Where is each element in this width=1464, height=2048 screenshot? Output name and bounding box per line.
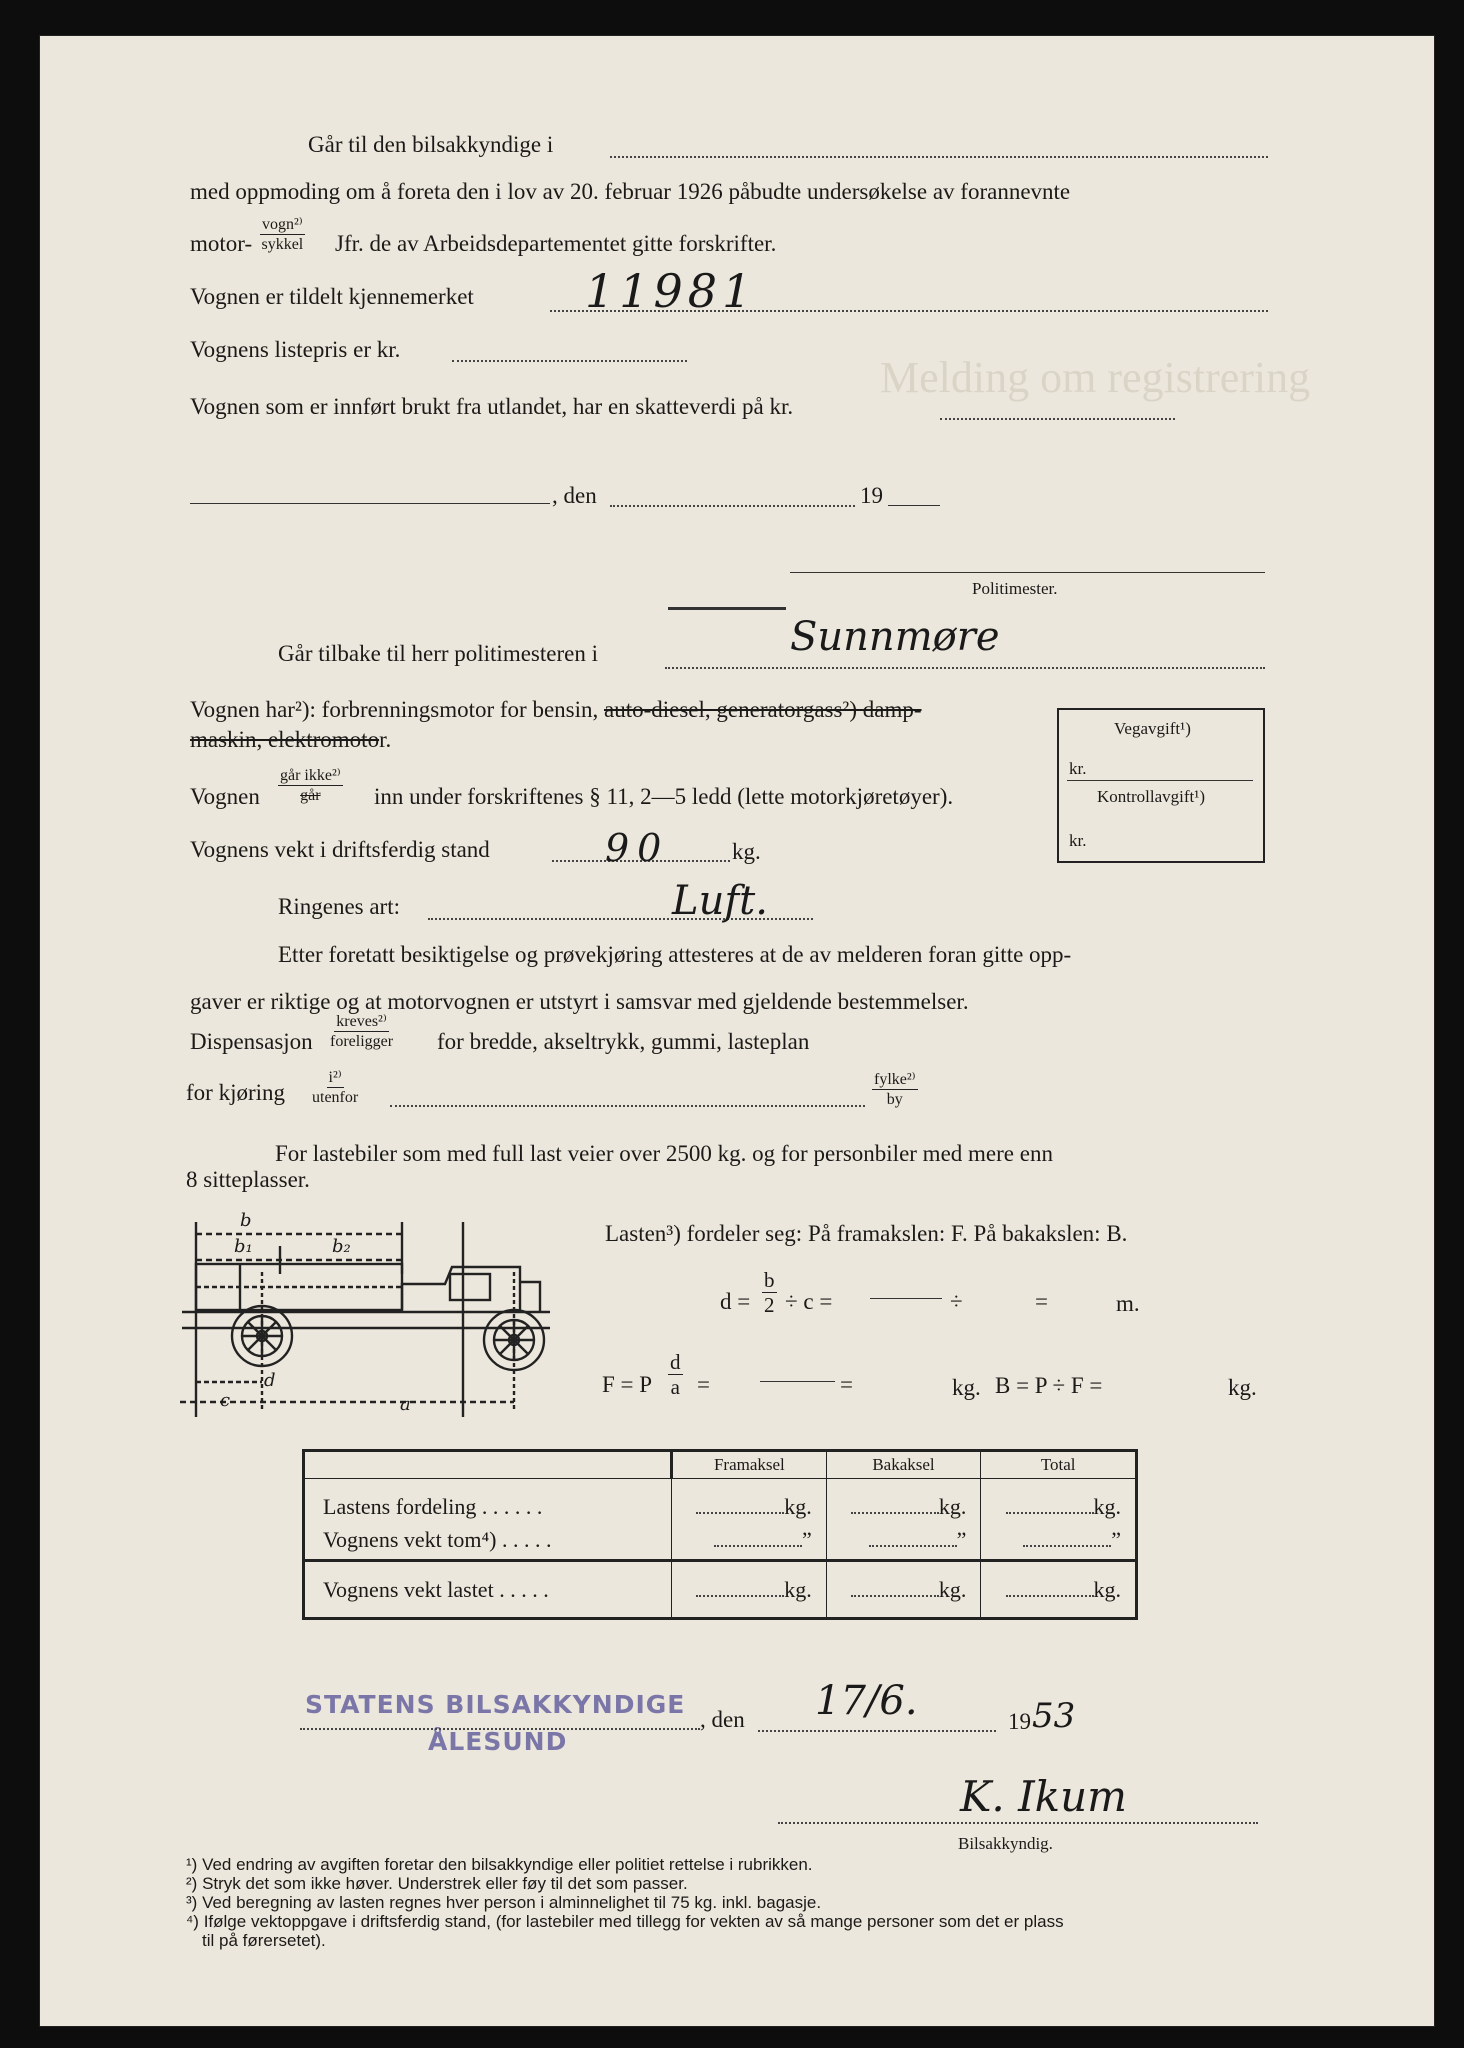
formula-d-unit: m. bbox=[1116, 1291, 1140, 1316]
reg-label: Vognen er tildelt kjennemerket bbox=[190, 284, 474, 309]
dispensation-suffix: for bredde, akseltrykk, gummi, lasteplan bbox=[437, 1029, 810, 1054]
row-load-front-unit: kg. bbox=[784, 1493, 812, 1519]
import-value-field[interactable] bbox=[940, 418, 1175, 420]
dispensation-fraction bbox=[330, 1014, 393, 1050]
formula-d-eq: = bbox=[1035, 1289, 1048, 1314]
table-header-total bbox=[981, 1451, 1137, 1479]
row-load-rear-unit: kg. bbox=[938, 1493, 967, 1519]
engine-struck-text: auto-diesel, generatorgass²) damp- bbox=[604, 697, 922, 722]
driving-frac2-den: by bbox=[886, 1091, 903, 1108]
listprice-field[interactable] bbox=[452, 360, 687, 362]
engine-line2 bbox=[190, 728, 391, 751]
driving-frac-den: utenfor bbox=[312, 1089, 359, 1106]
reg-value: 11981 bbox=[585, 264, 757, 318]
weight-label: Vognens vekt i driftsferdig stand bbox=[190, 837, 490, 862]
table-corner bbox=[304, 1451, 672, 1479]
signer-field[interactable] bbox=[778, 1822, 1258, 1824]
category-prefix: Vognen bbox=[190, 784, 260, 809]
attest-line2: gaver er riktige og at motorvognen er utstyrt i samsvar med gjeldende bestemmelser. bbox=[190, 989, 969, 1014]
footnote-1-mark: ¹) bbox=[186, 1855, 198, 1874]
engine-end: r. bbox=[379, 727, 392, 752]
tires-label: Ringenes art: bbox=[278, 894, 400, 919]
fee-title-road: Vegavgift¹) bbox=[1114, 719, 1191, 738]
year-prefix: 19 bbox=[860, 483, 883, 508]
dispensation-label: Dispensasjon bbox=[190, 1029, 313, 1054]
fee-kr-road: kr. bbox=[1069, 759, 1087, 778]
trucks-line1: For lastebiler som med full last veier over 2500 kg. og for personbiler med mere enn bbox=[275, 1141, 1053, 1166]
formula-d-rest: ÷ c = bbox=[785, 1289, 833, 1314]
row-empty-label-text: Vognens vekt tom⁴) bbox=[323, 1526, 497, 1552]
diagram-label-a: a bbox=[400, 1394, 411, 1415]
signature-date-value: 17/6. bbox=[815, 1678, 918, 1724]
formula-f-eq2: = bbox=[840, 1372, 853, 1397]
trucks-line2: 8 sitteplasser. bbox=[186, 1167, 310, 1192]
goes-to-label: Går til den bilsakkyndige i bbox=[308, 132, 554, 157]
motor-suffix: Jfr. de av Arbeidsdepartementet gitte forskrifter. bbox=[335, 231, 777, 256]
request-line: med oppmoding om å foreta den i lov av 20. februar 1926 påbudte undersøkelse av forannevnte bbox=[190, 179, 1071, 204]
police-title: Politimester. bbox=[972, 579, 1058, 598]
diagram-label-d: d bbox=[264, 1370, 276, 1391]
row-load-rear[interactable] bbox=[826, 1479, 981, 1521]
formula-d-lhs: d = bbox=[720, 1289, 751, 1314]
footnote-3-mark: ³) bbox=[186, 1893, 198, 1912]
footnote-1 bbox=[186, 1856, 813, 1873]
row-empty-front[interactable] bbox=[672, 1521, 827, 1561]
engine-label bbox=[190, 698, 922, 721]
stamp-line2: ÅLESUND bbox=[428, 1727, 568, 1756]
fee-title-control: Kontrollavgift¹) bbox=[1097, 787, 1206, 806]
load-distribution-line: Lasten³) fordeler seg: På framakslen: F. På bakakslen: B. bbox=[605, 1221, 1128, 1246]
formula-f-unit: kg. bbox=[952, 1375, 981, 1400]
category-frac-num: går ikke²⁾ bbox=[280, 767, 341, 784]
category-suffix: inn under forskriftenes § 11, 2—5 ledd (lette motorkjøretøyer). bbox=[374, 784, 954, 809]
formula-d-div: ÷ bbox=[950, 1289, 963, 1314]
import-label: Vognen som er innført brukt fra utlandet, har en skatteverdi på kr. bbox=[190, 394, 794, 419]
row-empty-rear-unit: ” bbox=[956, 1526, 967, 1552]
driving-fraction-2 bbox=[872, 1072, 918, 1108]
row-load-total[interactable] bbox=[981, 1479, 1137, 1521]
footnote-3 bbox=[186, 1894, 821, 1911]
table-header-rear bbox=[826, 1451, 981, 1479]
formula-f-frac-den: a bbox=[670, 1375, 680, 1399]
formula-f-frac-num: d bbox=[670, 1350, 681, 1374]
fee-kr-control: kr. bbox=[1069, 831, 1087, 850]
signature-year-value: 53 bbox=[1032, 1696, 1076, 1736]
return-field[interactable] bbox=[665, 667, 1265, 669]
formula-d-field-1[interactable] bbox=[870, 1298, 942, 1299]
listprice-label: Vognens listepris er kr. bbox=[190, 337, 401, 362]
row-load-label: Lastens fordeling . . . . . . bbox=[304, 1479, 672, 1521]
footnote-1-text: Ved endring av avgiften foretar den bilsakkyndige eller politiet rettelse i rubrikken. bbox=[202, 1855, 813, 1874]
section-divider bbox=[668, 607, 786, 610]
row-loaded-total-unit: kg. bbox=[1093, 1576, 1121, 1602]
row-empty-label: Vognens vekt tom⁴) . . . . . bbox=[304, 1521, 672, 1561]
footnote-3-text: Ved beregning av lasten regnes hver person i alminnelighet til 75 kg. inkl. bagasje. bbox=[202, 1893, 822, 1912]
row-empty-total-unit: ” bbox=[1111, 1526, 1121, 1552]
place-field[interactable] bbox=[190, 503, 550, 504]
motor-prefix: motor- bbox=[190, 231, 253, 256]
footnote-4-mark: ⁴) bbox=[186, 1912, 199, 1931]
diagram-label-c: c bbox=[220, 1390, 231, 1411]
footnote-2-text: Stryk det som ikke høver. Understrek eller føy til det som passer. bbox=[202, 1874, 688, 1893]
table-header-rear-text: Bakaksel bbox=[872, 1455, 935, 1474]
stamp-line1: STATENS BILSAKKYNDIGE bbox=[305, 1690, 686, 1719]
formula-b-unit: kg. bbox=[1228, 1375, 1257, 1400]
formula-f-lhs: F = P bbox=[602, 1372, 653, 1397]
return-label: Går tilbake til herr politimesteren i bbox=[278, 641, 598, 666]
diagram-label-b2: b₂ bbox=[332, 1236, 351, 1257]
category-frac-den: går bbox=[300, 787, 321, 804]
driving-frac2-num: fylke²⁾ bbox=[874, 1071, 916, 1088]
signer-title: Bilsakkyndig. bbox=[958, 1834, 1053, 1853]
attest-line1: Etter foretatt besiktigelse og prøvekjøring attesteres at de av melderen foran gitte opp- bbox=[278, 942, 1072, 967]
return-value: Sunnmøre bbox=[790, 614, 1000, 660]
row-loaded-front[interactable] bbox=[672, 1561, 827, 1619]
motor-frac-num: vogn²⁾ bbox=[262, 216, 303, 233]
diagram-label-b: b bbox=[240, 1210, 252, 1231]
formula-d-frac-den: 2 bbox=[764, 1293, 775, 1317]
row-loaded-label-text: Vognens vekt lastet bbox=[323, 1576, 494, 1602]
row-loaded-rear[interactable] bbox=[826, 1561, 981, 1619]
footnote-4-cont-text: til på førersetet). bbox=[202, 1931, 326, 1950]
goes-to-field[interactable] bbox=[610, 156, 1268, 158]
row-loaded-label: Vognens vekt lastet . . . . . bbox=[304, 1561, 672, 1619]
engine-label-text: Vognen har²): forbrenningsmotor for bensin, bbox=[190, 697, 599, 722]
signer-signature: K. Ikum bbox=[960, 1772, 1127, 1821]
fee-box bbox=[1057, 708, 1265, 863]
row-load-front[interactable] bbox=[672, 1479, 827, 1521]
category-fraction bbox=[278, 768, 343, 804]
fee-road-field[interactable] bbox=[1067, 780, 1253, 781]
formula-f-fraction bbox=[668, 1352, 683, 1398]
driving-field[interactable] bbox=[390, 1105, 865, 1107]
driving-label: for kjøring bbox=[186, 1080, 286, 1105]
weight-unit: kg. bbox=[732, 839, 761, 864]
row-empty-front-unit: ” bbox=[801, 1526, 812, 1552]
footnote-2 bbox=[186, 1875, 688, 1892]
engine-struck-text-2: maskin, elektromoto bbox=[190, 727, 380, 752]
signature-date-field[interactable] bbox=[758, 1730, 996, 1732]
row-load-label-text: Lastens fordeling bbox=[323, 1493, 477, 1519]
footnote-4 bbox=[186, 1913, 1064, 1930]
row-loaded-total[interactable] bbox=[981, 1561, 1137, 1619]
weight-value: 90 bbox=[605, 826, 670, 870]
dispensation-frac-num: kreves²⁾ bbox=[336, 1013, 387, 1030]
motor-fraction bbox=[260, 217, 305, 253]
formula-f-field[interactable] bbox=[760, 1381, 835, 1382]
date-field[interactable] bbox=[610, 505, 855, 507]
formula-d-frac-num: b bbox=[764, 1268, 775, 1292]
table-header-front bbox=[672, 1451, 827, 1479]
signature-year-prefix: 19 bbox=[1008, 1709, 1031, 1734]
row-empty-rear[interactable] bbox=[826, 1521, 981, 1561]
table-header-front-text: Framaksel bbox=[713, 1455, 785, 1474]
driving-fraction bbox=[312, 1070, 358, 1106]
signature-place-field[interactable] bbox=[300, 1728, 700, 1730]
formula-d-fraction bbox=[762, 1270, 777, 1316]
police-signature-field[interactable] bbox=[790, 572, 1265, 573]
footnote-2-mark: ²) bbox=[186, 1874, 198, 1893]
row-loaded-rear-unit: kg. bbox=[938, 1576, 967, 1602]
row-load-total-unit: kg. bbox=[1093, 1493, 1121, 1519]
bleed-through-text: Melding om registrering bbox=[880, 353, 1311, 402]
year-field[interactable] bbox=[888, 505, 940, 506]
formula-f-eq: = bbox=[697, 1372, 710, 1397]
motor-frac-den: sykkel bbox=[261, 236, 304, 253]
dispensation-frac-den: foreligger bbox=[330, 1033, 394, 1050]
load-distribution-table bbox=[302, 1449, 1138, 1620]
table-header-total-text: Total bbox=[1040, 1455, 1076, 1474]
row-loaded-front-unit: kg. bbox=[784, 1576, 812, 1602]
signature-den-label: , den bbox=[700, 1707, 745, 1732]
tires-value: Luft. bbox=[672, 878, 768, 924]
date-den-label: , den bbox=[552, 483, 597, 508]
driving-frac-num: i²⁾ bbox=[328, 1069, 342, 1086]
diagram-label-b1: b₁ bbox=[234, 1236, 253, 1257]
row-empty-total[interactable] bbox=[981, 1521, 1137, 1561]
footnote-4-cont bbox=[202, 1932, 326, 1949]
footnote-4-text: Ifølge vektoppgave i driftsferdig stand, (for lastebiler med tillegg for vekten av så mange personer som det er plass bbox=[203, 1912, 1064, 1931]
formula-b-expr: B = P ÷ F = bbox=[995, 1373, 1103, 1398]
